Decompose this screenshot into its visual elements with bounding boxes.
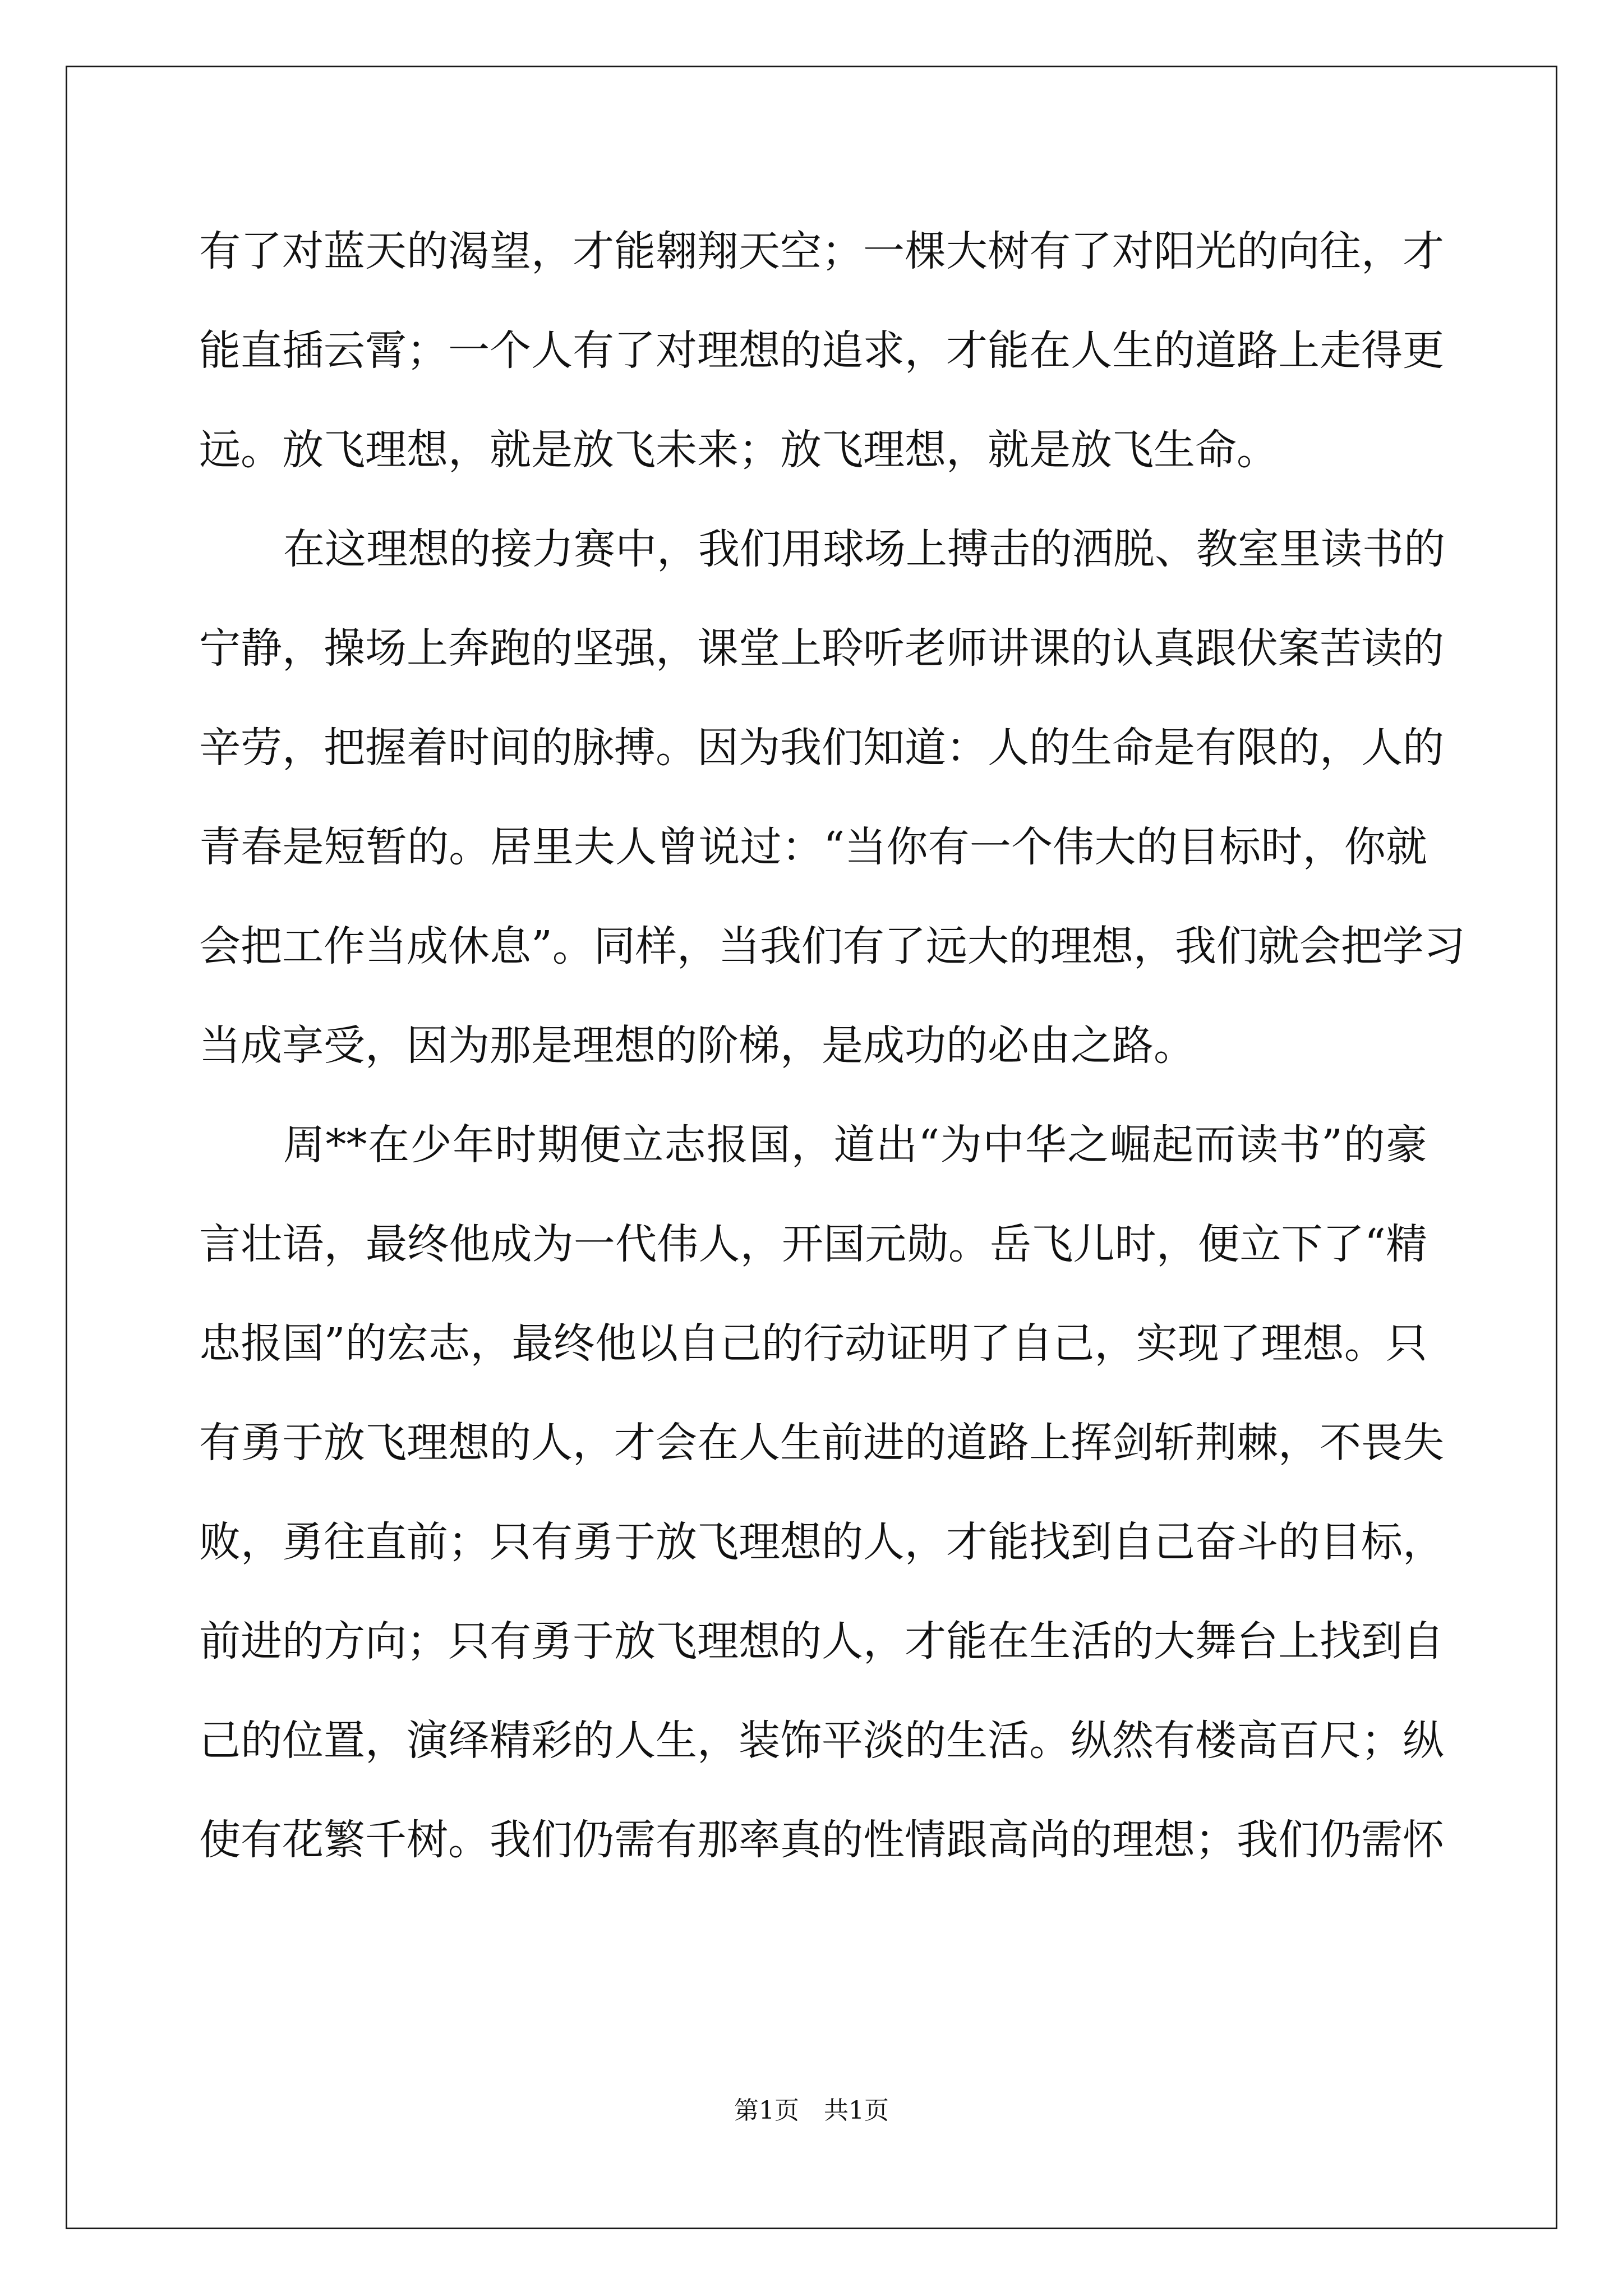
text-line: 当成享受，因为那是理想的阶梯，是成功的必由之路。 — [199, 1022, 1195, 1070]
text-line: 能直插云霄；一个人有了对理想的追求，才能在人生的道路上走得更 — [199, 326, 1444, 375]
paragraph-first-line: 周**在少年时期便立志报国，道出“为中华之崛起而读书”的豪 — [283, 1121, 1427, 1169]
paragraph-first-line: 在这理想的接力赛中，我们用球场上搏击的洒脱、教室里读书的 — [283, 525, 1445, 573]
text-line: 前进的方向；只有勇于放飞理想的人，才能在生活的大舞台上找到自 — [199, 1617, 1444, 1665]
text-line: 言壮语，最终他成为一代伟人，开国元勋。岳飞儿时，便立下了“精 — [199, 1220, 1427, 1268]
text-line: 使有花繁千树。我们仍需有那率真的性情跟高尚的理想；我们仍需怀 — [199, 1816, 1444, 1864]
text-line: 辛劳，把握着时间的脉搏。因为我们知道：人的生命是有限的，人的 — [199, 724, 1444, 772]
text-line: 会把工作当成休息”。同样，当我们有了远大的理想，我们就会把学习 — [199, 922, 1465, 970]
text-line: 远。放飞理想，就是放飞未来；放飞理想，就是放飞生命。 — [199, 426, 1278, 474]
text-line: 有了对蓝天的渴望，才能翱翔天空；一棵大树有了对阳光的向往，才 — [199, 227, 1444, 275]
text-line: 忠报国”的宏志，最终他以自己的行动证明了自己，实现了理想。只 — [199, 1319, 1427, 1368]
page-number-footer: 第1页 共1页 — [734, 2096, 889, 2125]
text-line: 青春是短暂的。居里夫人曾说过：“当你有一个伟大的目标时，你就 — [199, 823, 1427, 871]
text-line: 败，勇往直前；只有勇于放飞理想的人，才能找到自己奋斗的目标， — [199, 1518, 1444, 1566]
text-line: 宁静，操场上奔跑的坚强，课堂上聆听老师讲课的认真跟伏案苦读的 — [199, 624, 1444, 673]
text-line: 己的位置，演绎精彩的人生，装饰平淡的生活。纵然有楼高百尺；纵 — [199, 1717, 1444, 1765]
text-line: 有勇于放飞理想的人，才会在人生前进的道路上挥剑斩荆棘，不畏失 — [199, 1419, 1444, 1467]
